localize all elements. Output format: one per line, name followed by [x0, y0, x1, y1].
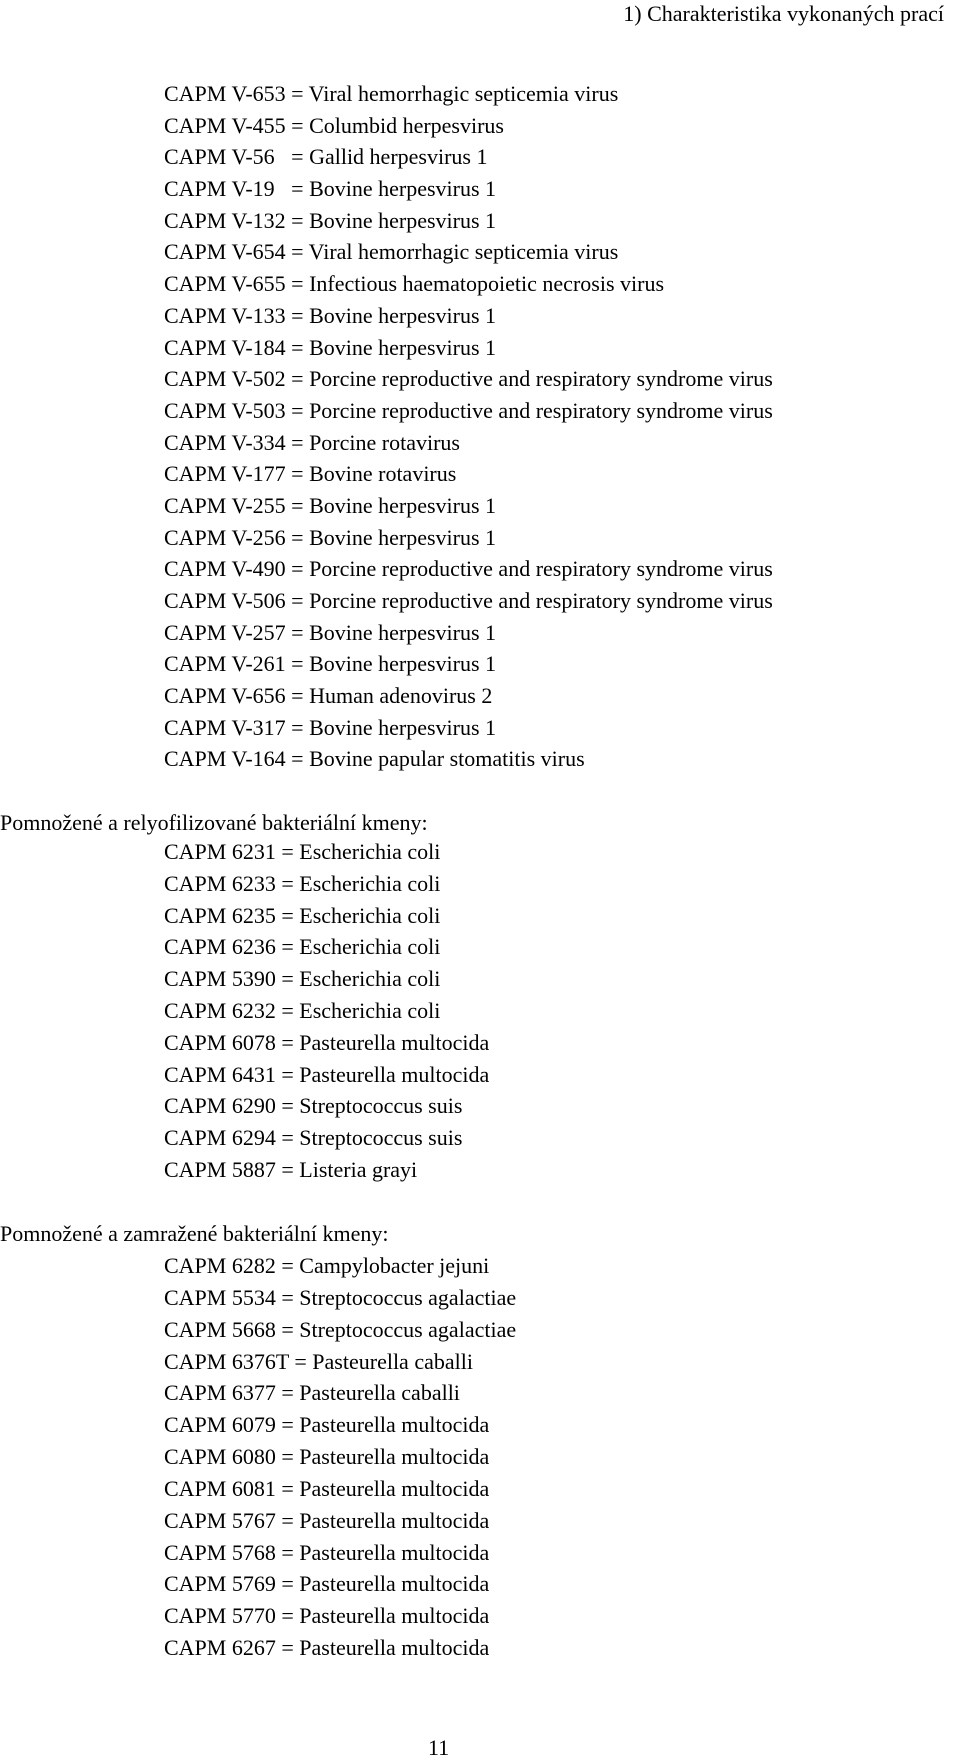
virus-strain-item: CAPM V-255 = Bovine herpesvirus 1 [164, 492, 497, 518]
frozen-strain-item: CAPM 5767 = Pasteurella multocida [164, 1507, 490, 1533]
virus-strain-item: CAPM V-164 = Bovine papular stomatitis virus [164, 746, 585, 772]
page-header: 1) Charakteristika vykonaných prací [623, 1, 944, 26]
virus-strain-item: CAPM V-654 = Viral hemorrhagic septicemia virus [164, 239, 619, 265]
virus-strain-item: CAPM V-503 = Porcine reproductive and respiratory syndrome virus [164, 397, 773, 423]
frozen-strain-item: CAPM 6081 = Pasteurella multocida [164, 1475, 490, 1501]
page-number: 11 [428, 1735, 450, 1760]
virus-strain-item: CAPM V-184 = Bovine herpesvirus 1 [164, 334, 497, 360]
virus-strain-item: CAPM V-56 = Gallid herpesvirus 1 [164, 144, 488, 170]
relyophilized-strain-item: CAPM 6233 = Escherichia coli [164, 870, 441, 896]
virus-strain-item: CAPM V-257 = Bovine herpesvirus 1 [164, 619, 497, 645]
frozen-strain-item: CAPM 6377 = Pasteurella caballi [164, 1380, 460, 1406]
virus-strain-item: CAPM V-334 = Porcine rotavirus [164, 429, 460, 455]
frozen-strain-item: CAPM 6376T = Pasteurella caballi [164, 1348, 473, 1374]
virus-strain-item: CAPM V-455 = Columbid herpesvirus [164, 112, 504, 138]
relyophilized-section-heading: Pomnožené a relyofilizované bakteriální kmeny: [0, 810, 428, 835]
virus-strain-item: CAPM V-19 = Bovine herpesvirus 1 [164, 176, 497, 202]
virus-strain-item: CAPM V-656 = Human adenovirus 2 [164, 683, 493, 709]
virus-strain-list [164, 78, 773, 775]
virus-strain-item: CAPM V-653 = Viral hemorrhagic septicemia virus [164, 81, 619, 106]
relyophilized-strain-item: CAPM 6231 = Escherichia coli [164, 839, 441, 864]
relyophilized-strain-item: CAPM 6290 = Streptococcus suis [164, 1093, 463, 1119]
virus-strain-item: CAPM V-256 = Bovine herpesvirus 1 [164, 524, 497, 550]
frozen-strain-list [164, 1250, 516, 1664]
relyophilized-strain-item: CAPM 6235 = Escherichia coli [164, 902, 441, 928]
relyophilized-strain-item: CAPM 6236 = Escherichia coli [164, 934, 441, 960]
relyophilized-strain-item: CAPM 5390 = Escherichia coli [164, 966, 441, 992]
frozen-strain-item: CAPM 6267 = Pasteurella multocida [164, 1635, 490, 1661]
virus-strain-item: CAPM V-261 = Bovine herpesvirus 1 [164, 651, 497, 677]
virus-strain-item: CAPM V-655 = Infectious haematopoietic necrosis virus [164, 271, 665, 297]
relyophilized-strain-item: CAPM 6294 = Streptococcus suis [164, 1125, 463, 1151]
virus-strain-item: CAPM V-177 = Bovine rotavirus [164, 461, 457, 487]
virus-strain-item: CAPM V-506 = Porcine reproductive and respiratory syndrome virus [164, 588, 773, 613]
virus-strain-item: CAPM V-502 = Porcine reproductive and respiratory syndrome virus [164, 366, 773, 392]
frozen-strain-item: CAPM 5769 = Pasteurella multocida [164, 1571, 490, 1597]
frozen-strain-item: CAPM 5668 = Streptococcus agalactiae [164, 1316, 517, 1342]
relyophilized-strain-item: CAPM 6232 = Escherichia coli [164, 997, 441, 1023]
virus-strain-item: CAPM V-133 = Bovine herpesvirus 1 [164, 302, 497, 328]
frozen-strain-item: CAPM 6282 = Campylobacter jejuni [164, 1253, 490, 1278]
frozen-strain-item: CAPM 5768 = Pasteurella multocida [164, 1539, 490, 1565]
frozen-strain-item: CAPM 6079 = Pasteurella multocida [164, 1412, 490, 1438]
virus-strain-item: CAPM V-132 = Bovine herpesvirus 1 [164, 207, 497, 233]
frozen-strain-item: CAPM 5770 = Pasteurella multocida [164, 1603, 490, 1629]
relyophilized-strain-list [164, 836, 489, 1186]
virus-strain-item: CAPM V-490 = Porcine reproductive and respiratory syndrome virus [164, 556, 773, 582]
frozen-section-heading: Pomnožené a zamražené bakteriální kmeny: [0, 1221, 389, 1246]
relyophilized-strain-item: CAPM 6431 = Pasteurella multocida [164, 1061, 490, 1087]
relyophilized-strain-item: CAPM 5887 = Listeria grayi [164, 1156, 418, 1182]
virus-strain-item: CAPM V-317 = Bovine herpesvirus 1 [164, 714, 497, 740]
relyophilized-strain-item: CAPM 6078 = Pasteurella multocida [164, 1029, 490, 1055]
frozen-strain-item: CAPM 5534 = Streptococcus agalactiae [164, 1284, 517, 1310]
frozen-strain-item: CAPM 6080 = Pasteurella multocida [164, 1444, 490, 1470]
